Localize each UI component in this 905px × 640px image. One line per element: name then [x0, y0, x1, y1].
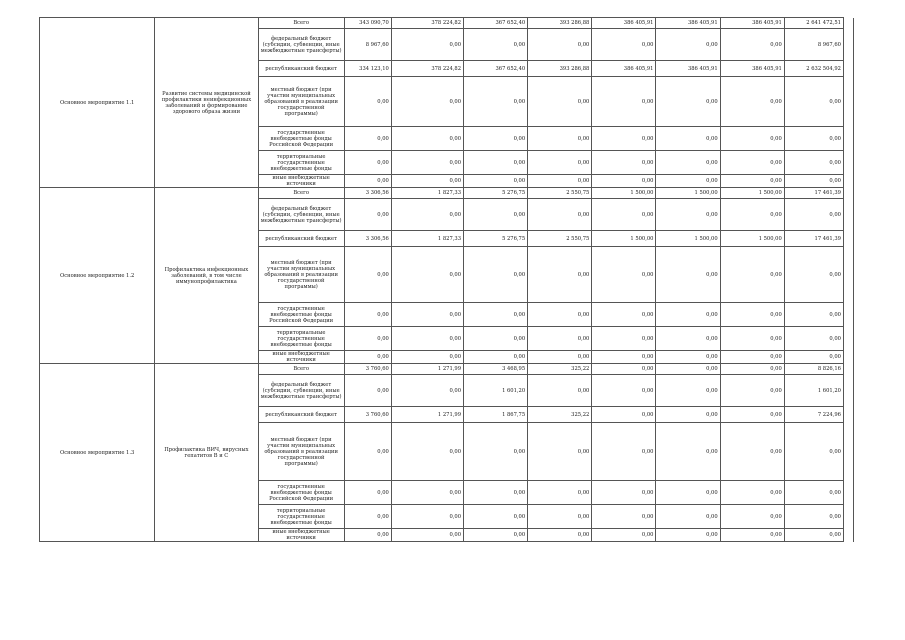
- year-value-cell: 0,00: [344, 77, 391, 127]
- year-value-cell: 0,00: [391, 375, 463, 407]
- year-value-cell: 0,00: [592, 175, 656, 188]
- year-value-cell: 0,00: [720, 327, 784, 351]
- source-local-budget: местный бюджет (при участии муниципальных образований в реализации государственной программы): [258, 247, 344, 303]
- total-value-cell: 0,00: [784, 423, 843, 481]
- edge-gap: [843, 127, 853, 151]
- year-value-cell: 1 867,75: [464, 407, 528, 423]
- year-value-cell: 0,00: [391, 247, 463, 303]
- year-value-cell: 0,00: [464, 247, 528, 303]
- year-value-cell: 0,00: [592, 77, 656, 127]
- total-value-cell: 2 641 472,51: [784, 18, 843, 29]
- activity-name: Основное мероприятие 1.2: [40, 188, 155, 364]
- year-value-cell: 0,00: [391, 127, 463, 151]
- total-value-cell: 1 601,20: [784, 375, 843, 407]
- year-value-cell: 0,00: [464, 199, 528, 231]
- table-row: [40, 18, 854, 29]
- year-value-cell: 0,00: [592, 505, 656, 529]
- year-value-cell: 1 500,00: [656, 188, 720, 199]
- year-value-cell: 0,00: [344, 303, 391, 327]
- year-value-cell: 0,00: [464, 327, 528, 351]
- year-value-cell: 0,00: [720, 303, 784, 327]
- year-value-cell: 0,00: [344, 529, 391, 542]
- total-value-cell: 7 224,96: [784, 407, 843, 423]
- edge-gap: [843, 61, 853, 77]
- total-value-cell: 17 461,39: [784, 188, 843, 199]
- source-federal-budget: федеральный бюджет (субсидии, субвенции, иные межбюджетные трансферты): [258, 29, 344, 61]
- year-value-cell: 0,00: [391, 351, 463, 364]
- year-value-cell: 0,00: [592, 29, 656, 61]
- year-value-cell: 0,00: [656, 505, 720, 529]
- budget-table-page: [39, 17, 854, 542]
- year-value-cell: 3 760,60: [344, 407, 391, 423]
- total-value-cell: 0,00: [784, 77, 843, 127]
- source-republican-budget: республиканский бюджет: [258, 231, 344, 247]
- year-value-cell: 1 827,33: [391, 231, 463, 247]
- year-value-cell: 0,00: [656, 247, 720, 303]
- total-value-cell: 0,00: [784, 199, 843, 231]
- year-value-cell: 0,00: [592, 151, 656, 175]
- year-value-cell: 0,00: [592, 199, 656, 231]
- total-value-cell: 0,00: [784, 529, 843, 542]
- budget-table: [39, 17, 854, 542]
- edge-gap: [843, 199, 853, 231]
- year-value-cell: 0,00: [464, 505, 528, 529]
- edge-gap: [843, 231, 853, 247]
- table-row: [40, 188, 854, 199]
- year-value-cell: 393 286,88: [528, 61, 592, 77]
- year-value-cell: 0,00: [344, 481, 391, 505]
- total-value-cell: 17 461,39: [784, 231, 843, 247]
- year-value-cell: 0,00: [656, 127, 720, 151]
- year-value-cell: 0,00: [592, 375, 656, 407]
- edge-gap: [843, 327, 853, 351]
- year-value-cell: 0,00: [656, 77, 720, 127]
- year-value-cell: 0,00: [592, 364, 656, 375]
- year-value-cell: 0,00: [528, 303, 592, 327]
- year-value-cell: 0,00: [528, 29, 592, 61]
- total-value-cell: 0,00: [784, 303, 843, 327]
- year-value-cell: 367 652,40: [464, 61, 528, 77]
- year-value-cell: 0,00: [391, 303, 463, 327]
- year-value-cell: 0,00: [720, 529, 784, 542]
- year-value-cell: 0,00: [344, 351, 391, 364]
- edge-gap: [843, 407, 853, 423]
- edge-gap: [843, 175, 853, 188]
- year-value-cell: 0,00: [656, 529, 720, 542]
- activity-description: Профилактика инфекционных заболеваний, в том числе иммунопрофилактика: [155, 188, 258, 364]
- year-value-cell: 0,00: [464, 29, 528, 61]
- source-total: Всего: [258, 18, 344, 29]
- table-body: [40, 18, 854, 542]
- year-value-cell: 0,00: [464, 77, 528, 127]
- year-value-cell: 1 500,00: [720, 231, 784, 247]
- edge-gap: [843, 29, 853, 61]
- year-value-cell: 0,00: [656, 303, 720, 327]
- year-value-cell: 0,00: [592, 127, 656, 151]
- year-value-cell: 1 271,99: [391, 364, 463, 375]
- year-value-cell: 0,00: [528, 351, 592, 364]
- year-value-cell: 0,00: [528, 375, 592, 407]
- activity-description: Профилактика ВИЧ, вирусных гепатитов В и С: [155, 364, 258, 542]
- total-value-cell: 0,00: [784, 351, 843, 364]
- year-value-cell: 0,00: [720, 505, 784, 529]
- activity-description: Развитие системы медицинской профилактики неинфекционных заболеваний и формирование здорового образа жизни: [155, 18, 258, 188]
- year-value-cell: 0,00: [528, 151, 592, 175]
- year-value-cell: 0,00: [720, 481, 784, 505]
- source-federal-funds: государственные внебюджетные фонды Российской Федерации: [258, 127, 344, 151]
- year-value-cell: 0,00: [720, 375, 784, 407]
- total-value-cell: 8 967,60: [784, 29, 843, 61]
- year-value-cell: 325,22: [528, 364, 592, 375]
- edge-gap: [843, 188, 853, 199]
- year-value-cell: 0,00: [391, 327, 463, 351]
- year-value-cell: 0,00: [656, 351, 720, 364]
- source-territorial-funds: территориальные государственные внебюджетные фонды: [258, 151, 344, 175]
- year-value-cell: 0,00: [464, 529, 528, 542]
- year-value-cell: 0,00: [592, 327, 656, 351]
- year-value-cell: 0,00: [528, 529, 592, 542]
- year-value-cell: 0,00: [391, 77, 463, 127]
- year-value-cell: 0,00: [464, 303, 528, 327]
- year-value-cell: 0,00: [720, 29, 784, 61]
- year-value-cell: 0,00: [344, 175, 391, 188]
- year-value-cell: 5 276,75: [464, 231, 528, 247]
- source-federal-budget: федеральный бюджет (субсидии, субвенции, иные межбюджетные трансферты): [258, 199, 344, 231]
- edge-gap: [843, 18, 853, 29]
- total-value-cell: 0,00: [784, 481, 843, 505]
- year-value-cell: 0,00: [656, 327, 720, 351]
- year-value-cell: 386 405,91: [592, 61, 656, 77]
- year-value-cell: 0,00: [720, 77, 784, 127]
- year-value-cell: 0,00: [720, 127, 784, 151]
- source-local-budget: местный бюджет (при участии муниципальных образований в реализации государственной программы): [258, 423, 344, 481]
- year-value-cell: 1 500,00: [656, 231, 720, 247]
- year-value-cell: 1 500,00: [720, 188, 784, 199]
- year-value-cell: 0,00: [344, 199, 391, 231]
- year-value-cell: 386 405,91: [720, 61, 784, 77]
- year-value-cell: 0,00: [592, 303, 656, 327]
- year-value-cell: 8 967,60: [344, 29, 391, 61]
- year-value-cell: 5 276,75: [464, 188, 528, 199]
- year-value-cell: 0,00: [720, 151, 784, 175]
- edge-gap: [843, 351, 853, 364]
- year-value-cell: 0,00: [592, 423, 656, 481]
- year-value-cell: 1 500,00: [592, 231, 656, 247]
- source-republican-budget: республиканский бюджет: [258, 61, 344, 77]
- source-other-sources: иные внебюджетные источники: [258, 351, 344, 364]
- year-value-cell: 393 286,88: [528, 18, 592, 29]
- year-value-cell: 386 405,91: [720, 18, 784, 29]
- total-value-cell: 8 826,16: [784, 364, 843, 375]
- year-value-cell: 2 550,75: [528, 231, 592, 247]
- year-value-cell: 0,00: [592, 481, 656, 505]
- source-federal-funds: государственные внебюджетные фонды Российской Федерации: [258, 303, 344, 327]
- year-value-cell: 1 601,20: [464, 375, 528, 407]
- year-value-cell: 0,00: [656, 29, 720, 61]
- edge-gap: [843, 364, 853, 375]
- year-value-cell: 0,00: [528, 423, 592, 481]
- year-value-cell: 2 550,75: [528, 188, 592, 199]
- year-value-cell: 0,00: [464, 151, 528, 175]
- total-value-cell: 0,00: [784, 505, 843, 529]
- table-row: [40, 364, 854, 375]
- year-value-cell: 1 271,99: [391, 407, 463, 423]
- total-value-cell: 0,00: [784, 247, 843, 303]
- year-value-cell: 0,00: [344, 375, 391, 407]
- year-value-cell: 367 652,40: [464, 18, 528, 29]
- source-other-sources: иные внебюджетные источники: [258, 529, 344, 542]
- year-value-cell: 0,00: [528, 127, 592, 151]
- year-value-cell: 0,00: [391, 505, 463, 529]
- source-other-sources: иные внебюджетные источники: [258, 175, 344, 188]
- year-value-cell: 0,00: [528, 175, 592, 188]
- source-total: Всего: [258, 188, 344, 199]
- year-value-cell: 0,00: [464, 423, 528, 481]
- year-value-cell: 0,00: [656, 175, 720, 188]
- year-value-cell: 3 306,56: [344, 188, 391, 199]
- year-value-cell: 378 224,82: [391, 61, 463, 77]
- year-value-cell: 0,00: [528, 77, 592, 127]
- total-value-cell: 0,00: [784, 151, 843, 175]
- source-federal-budget: федеральный бюджет (субсидии, субвенции, иные межбюджетные трансферты): [258, 375, 344, 407]
- year-value-cell: 0,00: [528, 505, 592, 529]
- year-value-cell: 378 224,82: [391, 18, 463, 29]
- year-value-cell: 0,00: [720, 423, 784, 481]
- year-value-cell: 3 306,56: [344, 231, 391, 247]
- year-value-cell: 386 405,91: [656, 18, 720, 29]
- year-value-cell: 0,00: [592, 407, 656, 423]
- year-value-cell: 3 760,60: [344, 364, 391, 375]
- source-total: Всего: [258, 364, 344, 375]
- year-value-cell: 3 468,95: [464, 364, 528, 375]
- total-value-cell: 0,00: [784, 327, 843, 351]
- year-value-cell: 0,00: [720, 407, 784, 423]
- year-value-cell: 1 500,00: [592, 188, 656, 199]
- year-value-cell: 0,00: [528, 481, 592, 505]
- year-value-cell: 0,00: [464, 127, 528, 151]
- year-value-cell: 0,00: [656, 407, 720, 423]
- total-value-cell: 2 632 504,92: [784, 61, 843, 77]
- year-value-cell: 0,00: [656, 423, 720, 481]
- year-value-cell: 0,00: [720, 247, 784, 303]
- year-value-cell: 0,00: [391, 529, 463, 542]
- year-value-cell: 0,00: [391, 423, 463, 481]
- year-value-cell: 0,00: [592, 351, 656, 364]
- year-value-cell: 0,00: [720, 351, 784, 364]
- total-value-cell: 0,00: [784, 127, 843, 151]
- year-value-cell: 386 405,91: [592, 18, 656, 29]
- year-value-cell: 0,00: [656, 481, 720, 505]
- year-value-cell: 386 405,91: [656, 61, 720, 77]
- source-local-budget: местный бюджет (при участии муниципальных образований в реализации государственной программы): [258, 77, 344, 127]
- source-republican-budget: республиканский бюджет: [258, 407, 344, 423]
- year-value-cell: 0,00: [656, 364, 720, 375]
- year-value-cell: 1 827,33: [391, 188, 463, 199]
- year-value-cell: 0,00: [464, 351, 528, 364]
- edge-gap: [843, 423, 853, 481]
- year-value-cell: 0,00: [391, 199, 463, 231]
- year-value-cell: 343 090,70: [344, 18, 391, 29]
- year-value-cell: 0,00: [592, 529, 656, 542]
- year-value-cell: 0,00: [344, 505, 391, 529]
- source-territorial-funds: территориальные государственные внебюджетные фонды: [258, 327, 344, 351]
- year-value-cell: 0,00: [344, 327, 391, 351]
- year-value-cell: 0,00: [391, 29, 463, 61]
- edge-gap: [843, 529, 853, 542]
- year-value-cell: 0,00: [344, 423, 391, 481]
- year-value-cell: 0,00: [592, 247, 656, 303]
- year-value-cell: 0,00: [528, 247, 592, 303]
- year-value-cell: 0,00: [720, 175, 784, 188]
- year-value-cell: 325,22: [528, 407, 592, 423]
- activity-name: Основное мероприятие 1.1: [40, 18, 155, 188]
- edge-gap: [843, 505, 853, 529]
- year-value-cell: 0,00: [464, 481, 528, 505]
- source-territorial-funds: территориальные государственные внебюджетные фонды: [258, 505, 344, 529]
- year-value-cell: 0,00: [344, 151, 391, 175]
- year-value-cell: 0,00: [528, 327, 592, 351]
- year-value-cell: 0,00: [344, 127, 391, 151]
- edge-gap: [843, 481, 853, 505]
- year-value-cell: 0,00: [344, 247, 391, 303]
- year-value-cell: 334 123,10: [344, 61, 391, 77]
- year-value-cell: 0,00: [656, 199, 720, 231]
- edge-gap: [843, 375, 853, 407]
- year-value-cell: 0,00: [464, 175, 528, 188]
- year-value-cell: 0,00: [528, 199, 592, 231]
- year-value-cell: 0,00: [656, 151, 720, 175]
- edge-gap: [843, 151, 853, 175]
- activity-name: Основное мероприятие 1.3: [40, 364, 155, 542]
- year-value-cell: 0,00: [391, 481, 463, 505]
- year-value-cell: 0,00: [720, 364, 784, 375]
- edge-gap: [843, 77, 853, 127]
- source-federal-funds: государственные внебюджетные фонды Российской Федерации: [258, 481, 344, 505]
- total-value-cell: 0,00: [784, 175, 843, 188]
- year-value-cell: 0,00: [720, 199, 784, 231]
- year-value-cell: 0,00: [656, 375, 720, 407]
- year-value-cell: 0,00: [391, 175, 463, 188]
- edge-gap: [843, 303, 853, 327]
- year-value-cell: 0,00: [391, 151, 463, 175]
- edge-gap: [843, 247, 853, 303]
